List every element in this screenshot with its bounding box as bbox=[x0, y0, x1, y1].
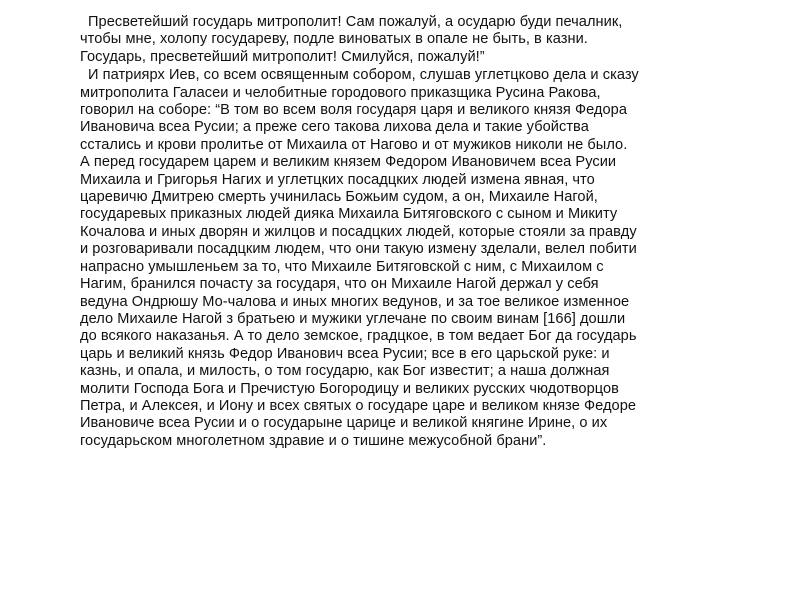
paragraph-petition: Пресветейший государь митрополит! Сам пожалуй, а осударю буди печалник, чтобы мне, холопу государеву, подле виноватых в опале не быть, в казни. Государь, пресветейший митрополит! Смилуйся, пожалуй!” bbox=[80, 14, 623, 65]
document-text bbox=[80, 14, 730, 450]
paragraph-patriarch-verdict: И патриярх Иев, со всем освященным собором, слушав углетцково дела и сказу митрополита Галасеи и челобитные городового приказщика Русина Ракова, говорил на соборе: “В том во всем воля государя царя и великого князя Федора Ивановича всеа Русии; а преже сего такова лихова дела и такие убойства сстались и крови пролитье от Михаила от Нагово и от мужиков николи не было. А перед государем царем и великим князем Федором Ивановичем всеа Русии Михаила и Григорья Нагих и углетцких посадцких людей измена явная, что царевичю Дмитрею смерть учинилась Божьим судом, а он, Михаиле Нагой, государевых приказных людей дияка Михаила Битяговского с сыном и Микиту Кочалова и иных дворян и жилцов и посадцких людей, которые стояли за правду и розговаривали посадцким людем, что они такую измену зделали, велел побити напрасно умышленьем за то, что Михаиле Битяговской с ним, с Михаилом с Нагим, бранился почасту за государя, что он Михаиле Нагой держал у себя ведуна Ондрюшу Мо-чалова и иных многих ведунов, и за тое великое изменное дело Михаиле Нагой з братьею и мужики углечане по своим винам [166] дошли до всякого наказанья. А то дело земское, градцкое, в том ведает Бог да государь царь и великий князь Федор Иванович всеа Русии; все в его царьской руке: и казнь, и опала, и милость, о том государю, как Бог известит; а наша должная молити Господа Бога и Пречистую Богородицу и великих русских чюдотворцов Петра, и Алексея, и Иону и всех святых о государе царе и великом князе Федоре Ивановиче всеа Русии и о государыне царице и великой княгине Ирине, о их государьском многолетном здравие и о тишине межусобной брани”. bbox=[80, 67, 639, 449]
